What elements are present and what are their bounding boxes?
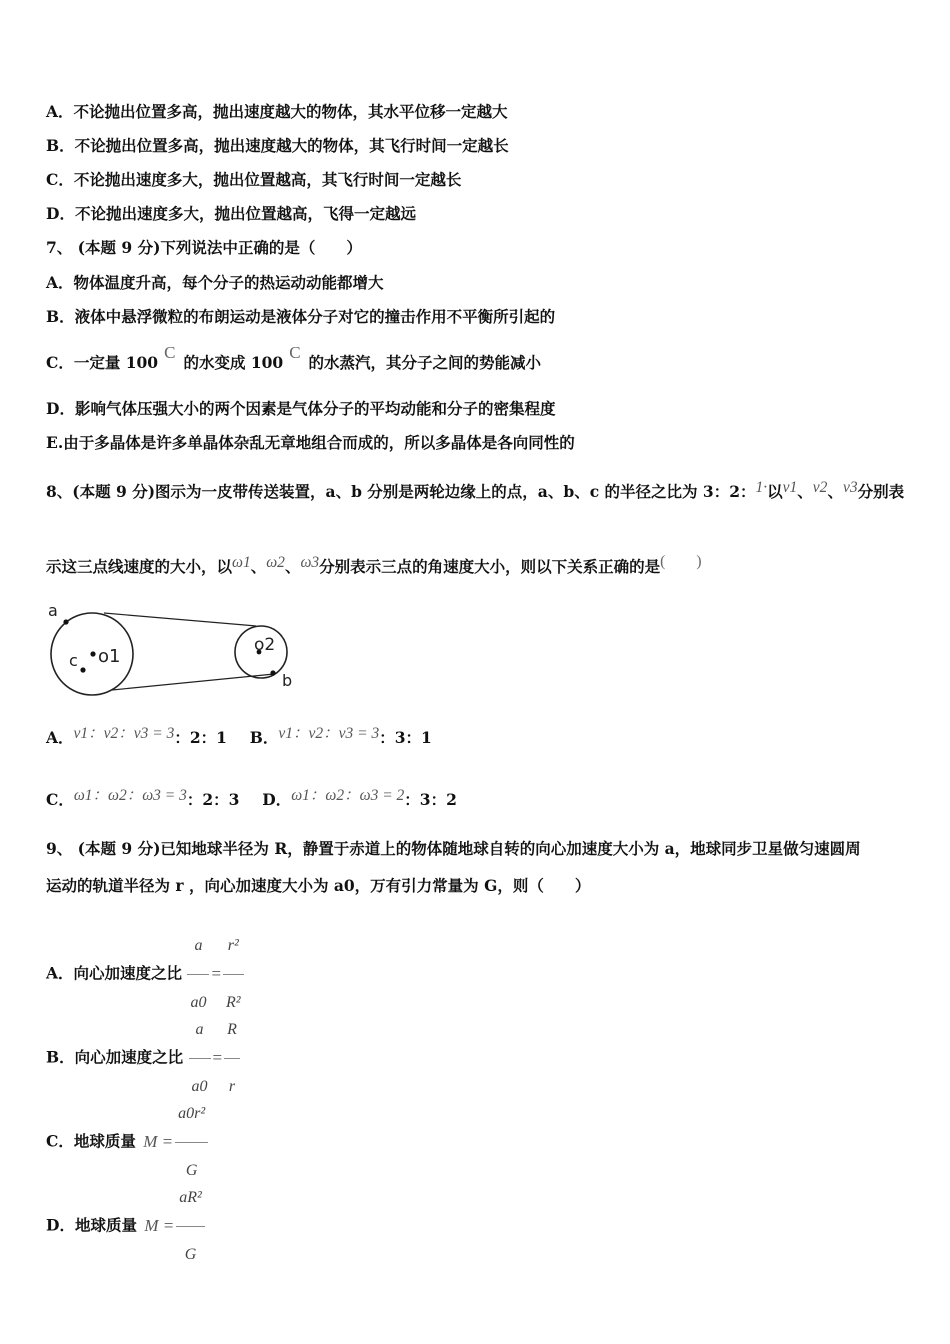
q9-d-lhs: M = xyxy=(144,1215,175,1235)
q9-b-text: B．向心加速度之比 xyxy=(46,1047,184,1067)
q6-option-c: C．不论抛出速度多大，抛出位置越高，其飞行时间一定越长 xyxy=(46,170,462,189)
q9-d-num: aR² xyxy=(179,1189,202,1206)
q7-option-e: E.由于多晶体是许多单晶体杂乱无章地组合而成的，所以多晶体是各向同性的 xyxy=(46,433,575,452)
q9-d-text: D．地球质量 xyxy=(46,1215,137,1235)
sep: 、 xyxy=(250,557,267,576)
label-o2: o2 xyxy=(254,635,276,655)
point-b xyxy=(270,670,275,675)
q9-d-den: G xyxy=(176,1226,205,1283)
point-o1 xyxy=(90,651,95,656)
q8-line1-mid: 以 xyxy=(767,482,783,501)
belt-bottom xyxy=(112,674,274,690)
label-c: c xyxy=(69,651,78,670)
q8-a-expr: v1：v2：v3 = 3 xyxy=(73,725,175,742)
q8-b-label: B． xyxy=(249,728,279,747)
q8-stem-line1 xyxy=(46,479,905,503)
q9-a-rden: R² xyxy=(223,974,244,1031)
q9-b-rnum: R xyxy=(227,1021,237,1038)
q8-d-rest: ：3：2 xyxy=(404,790,457,809)
belt-pulley-diagram xyxy=(44,600,314,700)
v2-symbol: v2 xyxy=(812,479,828,496)
label-o1: o1 xyxy=(98,646,121,667)
q8-stem-line2 xyxy=(46,553,702,578)
q9-option-d xyxy=(46,1170,205,1283)
q7-option-a: A．物体温度升高，每个分子的热运动动能都增大 xyxy=(46,273,384,292)
degree-c-1: C xyxy=(164,343,176,362)
belt-top xyxy=(104,613,256,626)
label-a: a xyxy=(48,601,58,620)
q9-c-text: C．地球质量 xyxy=(46,1131,136,1151)
q8-paren: ( ) xyxy=(660,553,702,570)
w3-symbol: ω3 xyxy=(300,554,320,571)
q9-b-num: a xyxy=(195,1021,204,1038)
q9-stem-line2: 运动的轨道半径为 r ，向心加速度大小为 a0，万有引力常量为 G，则（ ） xyxy=(46,876,591,895)
q8-c-label: C． xyxy=(46,790,74,809)
q7-option-b: B．液体中悬浮微粒的布朗运动是液体分子对它的撞击作用不平衡所引起的 xyxy=(46,307,556,326)
q6-option-d: D．不论抛出速度多大，抛出位置越高，飞得一定越远 xyxy=(46,204,416,223)
q8-line2-post: 分别表示三点的角速度大小，则以下关系正确的是 xyxy=(319,557,661,576)
sep: 、 xyxy=(827,482,843,501)
sep: 、 xyxy=(284,557,301,576)
q9-b-den: a0 xyxy=(189,1058,211,1115)
q8-d-label: D． xyxy=(262,790,292,809)
q7-c-post: 的水蒸汽，其分子之间的势能减小 xyxy=(308,353,542,372)
degree-c-2: C xyxy=(289,343,301,362)
q7-option-d: D．影响气体压强大小的两个因素是气体分子的平均动能和分子的密集程度 xyxy=(46,399,556,418)
q9-stem-line1: 9、 (本题 9 分)已知地球半径为 R，静置于赤道上的物体随地球自转的向心加速度大小为 a，地球同步卫星做匀速圆周 xyxy=(46,839,861,858)
q8-options-ab xyxy=(46,725,432,749)
v3-symbol: v3 xyxy=(842,479,858,496)
q7-c-mid: 的水变成 100 xyxy=(183,353,284,372)
q8-c-expr: ω1：ω2：ω3 = 3 xyxy=(73,787,187,804)
q6-option-b: B．不论抛出位置多高，抛出速度越大的物体，其飞行时间一定越长 xyxy=(46,136,509,155)
q9-a-den: a0 xyxy=(187,974,209,1031)
q8-b-rest: ：3：1 xyxy=(379,728,432,747)
q9-a-rnum: r² xyxy=(227,937,239,954)
q8-ratio-end: 1· xyxy=(755,479,768,496)
q8-line1-pre: 8、(本题 9 分)图示为一皮带传送装置，a、b 分别是两轮边缘上的点，a、b、c 的半径之比为 3：2： xyxy=(46,482,756,501)
q9-a-text: A．向心加速度之比 xyxy=(46,963,183,983)
v1-symbol: v1 xyxy=(782,479,798,496)
q7-c-pre: C．一定量 100 xyxy=(46,353,159,372)
q7-stem: 7、 (本题 9 分)下列说法中正确的是（ ） xyxy=(46,238,362,257)
q9-option-b: B．向心加速度之比 $\frac{a}{a0}$ = $\frac{R}{r}$ xyxy=(46,1002,240,1115)
q8-options-cd xyxy=(46,787,457,811)
w2-symbol: ω2 xyxy=(266,554,285,571)
q7-option-c xyxy=(46,343,542,373)
sep: 、 xyxy=(797,482,813,501)
q9-c-num: a0r² xyxy=(178,1105,206,1122)
q9-b-frac-right xyxy=(224,1002,240,1115)
q9-d-frac xyxy=(176,1170,205,1283)
q9-c-den: G xyxy=(175,1142,208,1199)
q8-a-label: A． xyxy=(46,728,74,747)
q6-option-a: A．不论抛出位置多高，抛出速度越大的物体，其水平位移一定越大 xyxy=(46,102,508,121)
q9-c-lhs: M = xyxy=(143,1131,174,1151)
q8-c-rest: ：2：3 xyxy=(186,790,240,809)
q8-d-expr: ω1：ω2：ω3 = 2 xyxy=(291,787,405,804)
w1-symbol: ω1 xyxy=(232,554,251,571)
q8-a-rest: ：2：1 xyxy=(174,728,227,747)
q9-b-rden: r xyxy=(224,1058,240,1115)
q8-b-expr: v1：v2：v3 = 3 xyxy=(278,725,380,742)
q9-option-a: A．向心加速度之比 $\frac{a}{a0}$ = $\frac{\text{r²}}{\text{R²}}$ xyxy=(46,918,244,1031)
point-c xyxy=(80,667,85,672)
q8-line1-post: 分别表 xyxy=(857,482,905,501)
q9-a-num: a xyxy=(194,937,203,954)
q8-line2-pre: 示这三点线速度的大小，以 xyxy=(46,557,233,576)
label-b: b xyxy=(282,671,293,690)
point-a xyxy=(63,619,68,624)
